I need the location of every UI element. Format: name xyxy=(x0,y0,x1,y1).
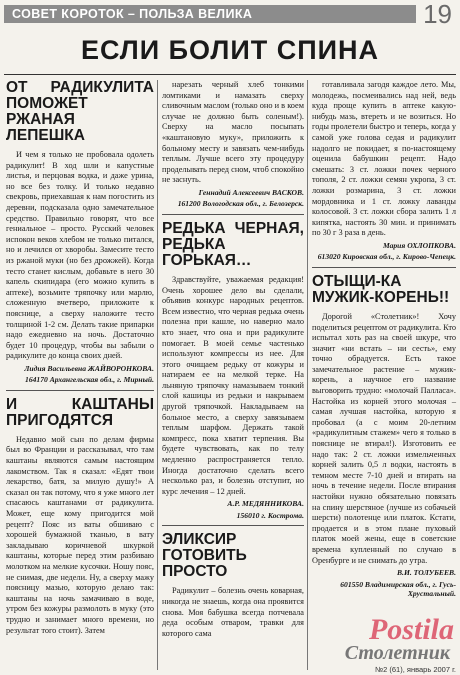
column-divider xyxy=(307,80,308,670)
article1-heading: ОТ РАДИКУЛИТА ПОМОЖЕТ РЖАНАЯ ЛЕПЕШКА xyxy=(6,79,154,144)
title-rule xyxy=(4,74,456,75)
article3-text: нарезать черный хлеб тонкими ломтиками и намазать сверху сливочным маслом (только оно и в коем случае не должно быть соленым!). Сверху на масло посыпать «каштановую муку», приложить к больному месту и завязать чем-нибудь теплым. Лучше всего эту процедуру проделывать перед сном, чтоб спокойно не заснуть. xyxy=(162,80,304,185)
section-header: СОВЕТ КОРОТОК – ПОЛЬЗА ВЕЛИКА xyxy=(4,5,416,23)
article7-address: 601550 Владимирская обл., г. Гусь-Хрустальный. xyxy=(340,579,456,599)
article2-text: Недавно мой сын по делам фирмы был во Франции и рассказывал, что там каштаны являются самым настоящим лакомством. Так я сказал: «Едят твои лекарство, батя, за милую душу!» А сказал он так потому, что я уже много лет спасаюсь каштанами от радикулита. Может, еще кому пригодится мой рецепт? Пояс из ваты обшиваю с хорошей бумажной тканью, в вату закладываю коричневой шкуркой каштаны, которые перед этим разбиваю молотком на мелкие кусочки. Ношу пояс, не снимая, две недели. Ну, а сверху мажу поясницу мазью, которую делаю так: каштаны на ночь замачиваю в воде, утром без кожуры размолоть в муку (это трудно и занимает много времени, но результат того стоит). Затем xyxy=(6,434,154,635)
page-title: ЕСЛИ БОЛИТ СПИНА xyxy=(80,35,380,65)
column-1 xyxy=(6,80,154,636)
article6-text: готавливала загодя каждое лето. Мы, молодежь, посмеивались над ней, ведь куда проще купить в аптеке какую-нибудь мазь, втереть и не возиться. Но годы пролетели быстро и теперь, когда у самой уже голова седая и радикулит надолго не покидает, я по-настоящему оценила бабушкин рецепт. Надо смешать: 3 ст. ложки почек черного тополя, 2 ст. ложки семян укропа, 3 ст. ложки розмарина, 3 ст. ложки мордовника и 1 ст. ложку лаванды колосовой. 3 ст. ложки сбора залить 1 л кипятка, настоять 30 мин. и принимать по 30 г 3 раза в день. xyxy=(312,80,456,238)
column-divider xyxy=(157,80,158,670)
issue-footer: №2 (61), январь 2007 г. xyxy=(375,665,456,674)
column-2 xyxy=(162,80,304,639)
article5-text: Радикулит – болезнь очень коварная, никогда не знаешь, когда она проявится снова. Моя бабушка всегда потчевала деда особым отваром, травки для которого сама xyxy=(162,586,304,638)
brand-logo: Столетник xyxy=(344,642,450,664)
article4-heading: РЕДЬКА ЧЕРНАЯ, РЕДЬКА ГОРЬКАЯ… xyxy=(162,219,304,269)
article4-address: 156010 г. Кострома. xyxy=(236,510,304,520)
watermark-logo: Postila xyxy=(368,613,454,646)
page-number: 19 xyxy=(423,0,452,29)
article7-text: Дорогой «Столетник»! Хочу поделиться рецептом от радикулита. Кто испытал хоть раз на своей шкуре, что значит «ни встать – ни сесть», ему точно обрадуется. Есть такое замечательное растение – мужик-корень, а научное его название выговорить трудно: «молочай Палласа». Настойка из корней этого молочая – самая лучшая настойка, которую я пробовал (а с моим 20-летним «радикулитным стажем» чего я только в пояснице не втирал!). Изготовить ее надо так: 2 ст. ложки измельченных корней залить 0,5 л водки, настоять в темном месте 7-10 дней и втирать на ночь в течение недели. После втирания настойки нужно обязательно повязать на спину шерстяное (лучше из собачьей шерсти) полотенце или платок. Кстати, продается и в этом плане пуховый платок моей жены, еще в советские времена купленный по случаю в Оренбурге и не снимать до утра. xyxy=(312,311,456,565)
article5-heading: ЭЛИКСИР ГОТОВИТЬ ПРОСТО xyxy=(162,531,247,581)
article7-heading: ОТЫЩИ-КА МУЖИК-КОРЕНЬ!! xyxy=(312,272,450,306)
divider xyxy=(312,267,456,268)
divider xyxy=(162,214,304,215)
article6-author: Мария ОХЛОПКОВА. xyxy=(382,240,456,250)
divider xyxy=(6,390,154,391)
article1-text: И чем я только не пробовала одолеть радикулит! В ход шли и капустные листья, и перцовая водка, и даже урина, но все без толку. И только недавно свекровь, приехавшая к нам погостить из деревни, подсказала одно замечательное средство. Правильно говорят, что все гениальное – просто. Русский человек испокон веков хлебом не только питался, но и лечился от хворобы. Замесите тесто из ржаной муки (но без дрожжей). Когда тесто станет кислым, добавьте в него 30 капель скипидара (его можно купить в аптеке), возьмите тряпочку или марлю, сложенную вчетверо, приложите к пояснице, а сверху наложите тесто толщиной 1-2 см. Делать такие припарки надо ежедневно на ночь. Достаточно будет 10 процедур, чтобы вы забыли о радикулите до конца своих дней. xyxy=(6,150,154,361)
article1-address: 164170 Архангельская обл., г. Мирный. xyxy=(25,375,154,385)
article4-text: Здравствуйте, уважаемая редакция! Очень хорошее дело вы сделали, объявив конкурс народных рецептов. Всем известно, что черная редька очень полезна при кашле, но наверно мало кто знает, что она и при радикулите помогает. В моей семье частенько используют компрессы из нее. Для этого очищаем редьку от кожуры и натираем ее на мелкой терке. На льняную тряпочку намазываем тонкий слой кашицы из редьки и накрываем другой тряпочкой. Накладываем на больное место, а сверху завязываем теплым шарфом. Держать такой компресс, пока хватит терпения. Вы будете чувствовать, как по телу медленно распространяется тепло. Иногда достаточно сделать всего несколько раз, и болезнь отступит, но курс лечения – 12 дней. xyxy=(162,274,304,496)
article6-address: 613020 Кировская обл., г. Кирово-Чепецк. xyxy=(317,252,456,262)
divider xyxy=(162,525,304,526)
column-3 xyxy=(312,80,456,599)
article3-author: Геннадий Алексеевич ВАСКОВ. xyxy=(198,187,304,197)
article3-address: 161200 Вологодская обл., г. Белозерск. xyxy=(177,199,304,209)
article2-heading: И КАШТАНЫ ПРИГОДЯТСЯ xyxy=(6,395,154,429)
article4-author: А.Р. МЕДЯННИКОВА. xyxy=(227,499,304,509)
article1-author: Лидия Васильевна ЖАЙВОРОНКОВА. xyxy=(24,363,154,373)
article7-author: В.И. ТОЛУБЕЕВ. xyxy=(396,568,456,578)
